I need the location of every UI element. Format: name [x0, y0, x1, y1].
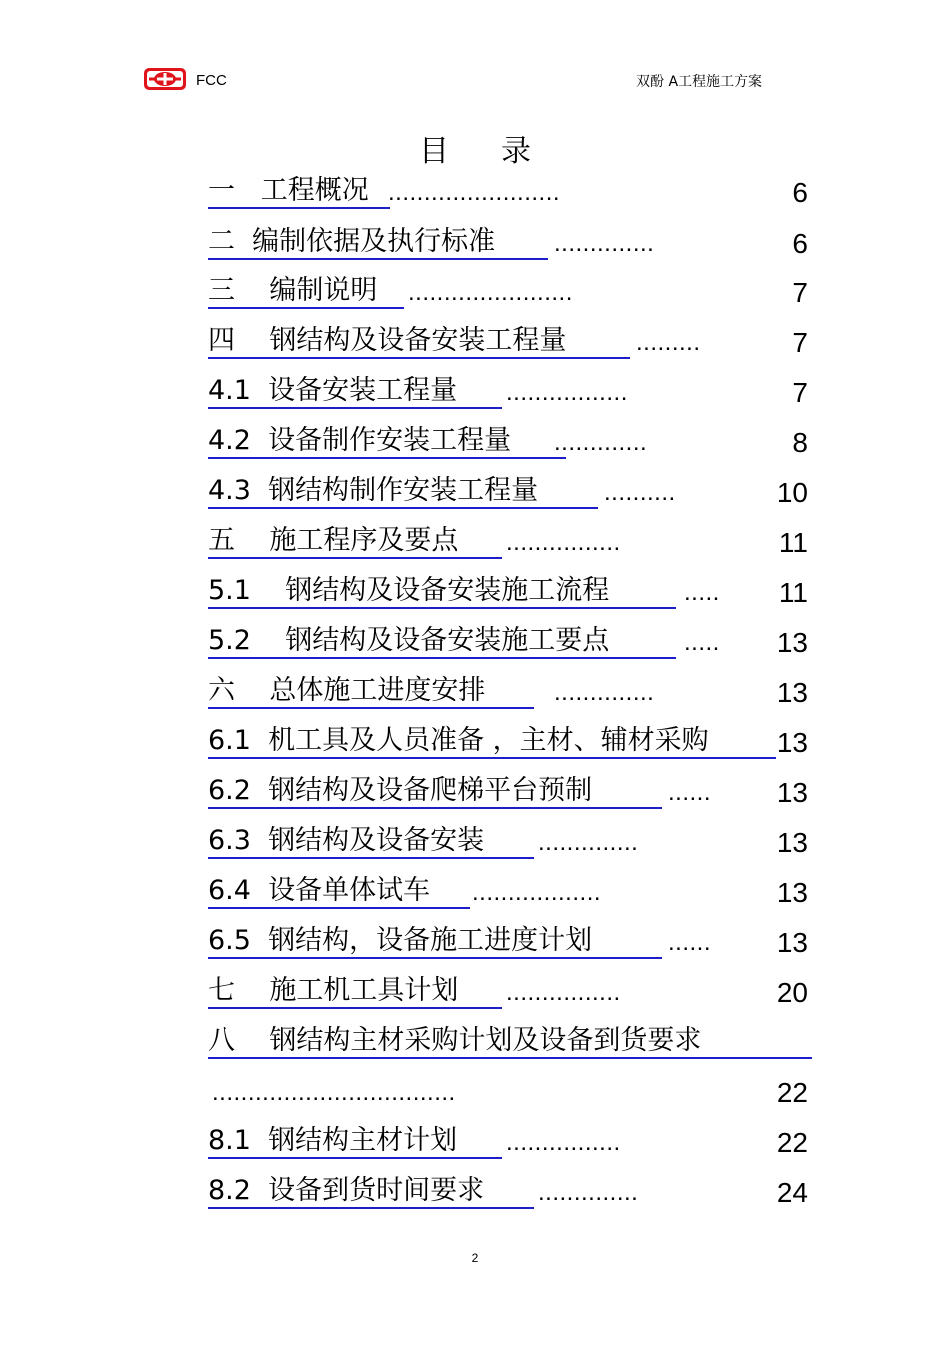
page-number: 2 [471, 1251, 479, 1265]
toc-entry-title-link[interactable]: 六 总体施工进度安排 [208, 675, 534, 709]
toc-entry-leader-dots: ................. [506, 379, 628, 406]
toc-entry[interactable] [208, 276, 808, 312]
toc-entry-title-link[interactable]: 6.1 机工具及人员准备 ，主材、辅材采购 [208, 725, 776, 759]
toc-entry-leader-dots: ......... [636, 329, 701, 356]
toc-entry-leader-dots: ...... [668, 779, 712, 806]
toc-entry-title-link[interactable]: 4.1 设备安装工程量 [208, 375, 502, 409]
toc-entry-page-number: 7 [792, 327, 808, 358]
page-header [0, 66, 950, 96]
toc-entry-leader-dots: ........................ [388, 179, 561, 206]
toc-entry-title-link[interactable]: 5.1 钢结构及设备安装施工流程 [208, 575, 676, 609]
toc-entry-title-link[interactable]: 四 钢结构及设备安装工程量 [208, 325, 630, 359]
toc-entry[interactable] [208, 626, 808, 662]
toc-entry-leader-dots: ................ [506, 979, 621, 1006]
toc-entry-page-number: 20 [776, 977, 808, 1008]
toc-entry[interactable] [208, 476, 808, 512]
toc-entry-leader-dots: ................ [506, 529, 621, 556]
toc-entry-title-link[interactable]: 6.4 设备单体试车 [208, 875, 470, 909]
toc-entry-page-number: 13 [776, 727, 808, 758]
toc-entry-page-number: 13 [776, 777, 808, 808]
toc-entry[interactable] [208, 726, 808, 762]
toc-entry-page-number: 6 [792, 177, 808, 208]
document-title: 双酚 A工程施工方案 [636, 74, 763, 90]
toc-entry-page-number: 24 [776, 1177, 808, 1208]
toc-entry-page-number: 13 [776, 877, 808, 908]
toc-entry-title-link[interactable]: 一 工程概况 [208, 175, 390, 209]
toc-entry-title-link[interactable]: 8.2 设备到货时间要求 [208, 1175, 534, 1209]
toc-entry[interactable] [208, 826, 808, 862]
toc-entry[interactable] [208, 576, 808, 612]
toc-entry[interactable] [208, 1026, 808, 1062]
toc-entry-title-link[interactable]: 二 编制依据及执行标准 [208, 226, 548, 260]
toc-entry-title-link[interactable]: 八 钢结构主材采购计划及设备到货要求 [208, 1025, 812, 1059]
toc-entry[interactable] [208, 926, 808, 962]
toc-entry-title-link[interactable]: 五 施工程序及要点 [208, 525, 502, 559]
toc-entry-page-number: 22 [776, 1127, 808, 1158]
toc-entry[interactable] [208, 1176, 808, 1212]
toc-entry[interactable] [208, 376, 808, 412]
toc-entry-leader-dots: ...... [668, 929, 712, 956]
toc-entry-title-link[interactable]: 三 编制说明 [208, 275, 404, 309]
toc-entry-title-link[interactable]: 4.2 设备制作安装工程量 [208, 425, 566, 459]
toc-entry-leader-dots: .................................. [212, 1079, 456, 1106]
toc-entry-leader-dots: ............. [554, 429, 648, 456]
toc-entry-title-link[interactable]: 6.2 钢结构及设备爬梯平台预制 [208, 775, 662, 809]
toc-entry[interactable] [208, 426, 808, 462]
toc-entry-leader-dots: ................ [506, 1129, 621, 1156]
toc-entry-page-number: 11 [778, 577, 808, 608]
toc-entry-leader-dots: .......... [604, 479, 676, 506]
toc-entry-page-number: 7 [792, 277, 808, 308]
toc-entry-leader-dots: ..... [684, 579, 720, 606]
toc-entry-page-number: 22 [776, 1077, 808, 1108]
toc-entry-page-number: 13 [776, 927, 808, 958]
toc-entry[interactable] [208, 776, 808, 812]
toc-entry-title-link[interactable]: 6.5 钢结构，设备施工进度计划 [208, 925, 662, 959]
toc-entry-page-number: 8 [792, 427, 808, 458]
toc-entry-title-link[interactable]: 8.1 钢结构主材计划 [208, 1125, 502, 1159]
toc-entry[interactable] [208, 176, 808, 212]
toc-entry[interactable] [208, 1126, 808, 1162]
toc-entry[interactable] [208, 227, 808, 263]
toc-entry[interactable] [208, 876, 808, 912]
toc-entry[interactable] [208, 1076, 808, 1112]
toc-entry-title-link[interactable]: 6.3 钢结构及设备安装 [208, 825, 534, 859]
toc-entry-title-link[interactable]: 七 施工机工具计划 [208, 975, 502, 1009]
toc-entry-leader-dots: ..... [684, 629, 720, 656]
toc-entry-leader-dots: .............. [554, 230, 655, 257]
toc-entry-page-number: 13 [776, 627, 808, 658]
toc-entry[interactable] [208, 526, 808, 562]
toc-entry-page-number: 11 [778, 527, 808, 558]
toc-entry-leader-dots: .............. [538, 829, 639, 856]
company-logo [143, 67, 187, 91]
toc-entry-leader-dots: .................. [472, 879, 602, 906]
toc-entry-title-link[interactable]: 4.3 钢结构制作安装工程量 [208, 475, 598, 509]
toc-entry-page-number: 13 [776, 677, 808, 708]
toc-entry[interactable] [208, 326, 808, 362]
toc-entry-page-number: 7 [792, 377, 808, 408]
toc-entry-page-number: 13 [776, 827, 808, 858]
toc-entry-title-link[interactable]: 5.2 钢结构及设备安装施工要点 [208, 625, 676, 659]
toc-entry-leader-dots: .............. [554, 679, 655, 706]
toc-entry[interactable] [208, 976, 808, 1012]
company-name: FCC [196, 72, 227, 89]
toc-entry[interactable] [208, 676, 808, 712]
toc-entry-page-number: 6 [792, 228, 808, 259]
toc-title: 目录 [419, 134, 583, 169]
toc-entry-leader-dots: ....................... [408, 279, 573, 306]
toc-entry-page-number: 10 [776, 477, 808, 508]
toc-entry-leader-dots: .............. [538, 1179, 639, 1206]
